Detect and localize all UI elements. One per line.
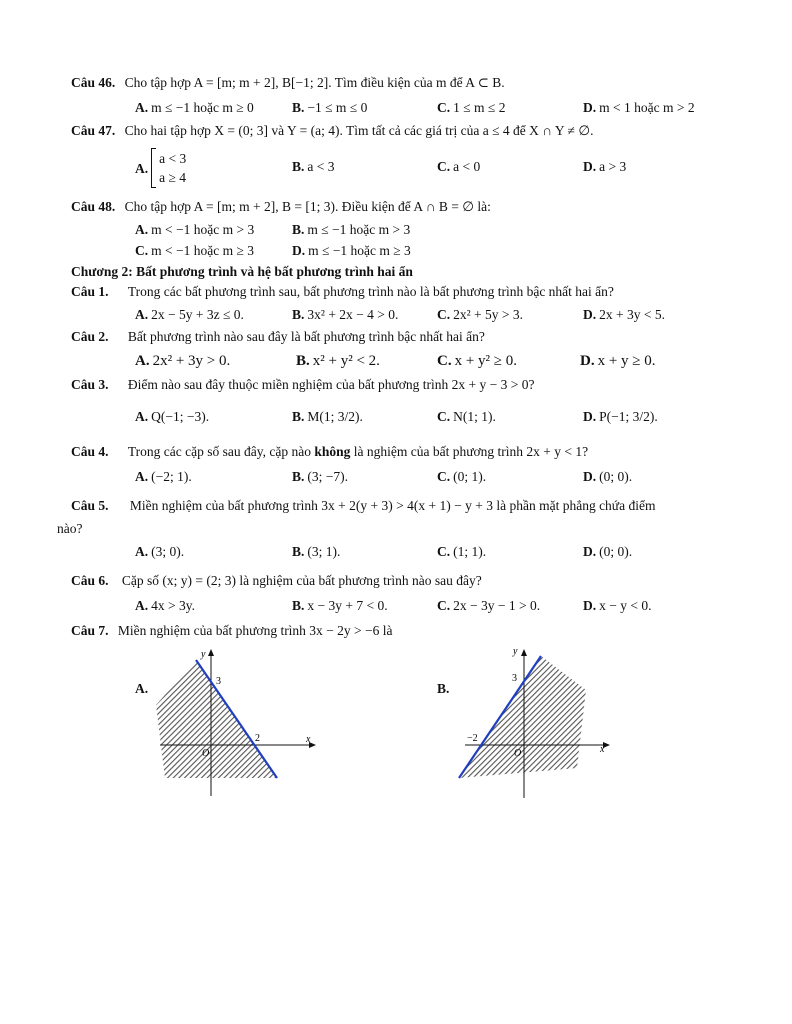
question-5 [71, 497, 656, 515]
c3-option-b[interactable]: B. M(1; 3/2). [292, 409, 363, 424]
q46-option-a[interactable]: A. m ≤ −1 hoặc m ≥ 0 [135, 100, 254, 115]
c7-option-b[interactable]: B. [437, 681, 450, 696]
c5-option-c[interactable]: C. (1; 1). [437, 544, 487, 559]
question-label: Câu 48. [71, 199, 116, 214]
question-label: Câu 2. [71, 329, 109, 344]
c3-option-d[interactable]: D. P(−1; 3/2). [583, 409, 658, 424]
question-label: Câu 46. [71, 75, 116, 90]
question-text: Bất phương trình nào sau đây là bất phương trình bậc nhất hai ẩn? [127, 329, 485, 344]
question-46 [71, 74, 505, 92]
c7-figure-b[interactable] [452, 640, 622, 805]
c2-option-a[interactable]: A. 2x² + 3y > 0. [135, 353, 231, 369]
c6-option-d[interactable]: D. x − y < 0. [583, 598, 652, 613]
c7-figure-a[interactable] [150, 640, 330, 805]
question-48 [71, 198, 491, 216]
question-5-continued: nào? [57, 521, 83, 536]
question-7 [71, 622, 393, 640]
shaded-region [459, 656, 586, 778]
c7-option-a[interactable]: A. [135, 681, 149, 696]
c4-option-a[interactable]: A. (−2; 1). [135, 469, 192, 484]
c1-option-c[interactable]: C. 2x² + 5y > 3. [437, 307, 524, 322]
q46-option-c[interactable]: C. 1 ≤ m ≤ 2 [437, 100, 506, 115]
question-6 [71, 572, 482, 590]
tick-label-3: 3 [512, 673, 517, 684]
origin-label: O [202, 748, 210, 759]
q47-option-b[interactable]: B. a < 3 [292, 159, 335, 174]
c6-option-b[interactable]: B. x − 3y + 7 < 0. [292, 598, 388, 613]
y-axis-label: y [513, 646, 518, 657]
question-text-after: là nghiệm của bất phương trình 2x + y < 1? [350, 444, 589, 459]
question-label: Câu 4. [71, 444, 109, 459]
x-axis-label: x [600, 744, 605, 755]
x-axis-label: x [306, 734, 311, 745]
question-47 [71, 122, 593, 140]
c2-option-b[interactable]: B. x² + y² < 2. [296, 353, 380, 369]
question-4 [71, 443, 588, 461]
question-label: Câu 7. [71, 623, 109, 638]
y-axis-arrow-icon [521, 649, 527, 656]
question-text: Trong các bất phương trình sau, bất phương trình nào là bất phương trình bậc nhất hai ẩn? [127, 284, 614, 299]
c1-option-a[interactable]: A. 2x − 5y + 3z ≤ 0. [135, 307, 244, 322]
q47-option-d[interactable]: D. a > 3 [583, 159, 627, 174]
q48-option-a[interactable]: A. m < −1 hoặc m > 3 [135, 222, 255, 237]
q48-option-b[interactable]: B. m ≤ −1 hoặc m > 3 [292, 222, 411, 237]
question-label: Câu 3. [71, 377, 109, 392]
question-text: Điểm nào sau đây thuộc miền nghiệm của bất phương trình 2x + y − 3 > 0? [127, 377, 535, 392]
system-bracket [151, 148, 156, 188]
c4-option-b[interactable]: B. (3; −7). [292, 469, 348, 484]
q47-option-c[interactable]: C. a < 0 [437, 159, 481, 174]
question-3 [71, 376, 534, 394]
question-label: Câu 5. [71, 498, 109, 513]
c6-option-a[interactable]: A. 4x > 3y. [135, 598, 195, 613]
tick-label-3: 3 [216, 676, 221, 687]
c1-option-b[interactable]: B. 3x² + 2x − 4 > 0. [292, 307, 399, 322]
question-text-emphasis: không [314, 444, 351, 459]
question-2 [71, 328, 485, 346]
c4-option-d[interactable]: D. (0; 0). [583, 469, 633, 484]
q48-option-d[interactable]: D. m ≤ −1 hoặc m ≥ 3 [292, 243, 411, 258]
q48-option-c[interactable]: C. m < −1 hoặc m ≥ 3 [135, 243, 254, 258]
c5-option-b[interactable]: B. (3; 1). [292, 544, 341, 559]
question-label: Câu 47. [71, 123, 116, 138]
origin-label: O [514, 748, 522, 759]
q46-option-d[interactable]: D. m < 1 hoặc m > 2 [583, 100, 695, 115]
c3-option-c[interactable]: C. N(1; 1). [437, 409, 496, 424]
tick-label-2: 2 [255, 733, 260, 744]
question-text: Cho hai tập hợp X = (0; 3] và Y = (a; 4). Tìm tất cả các giá trị của a ≤ 4 để X ∩ Y ≠ ∅. [124, 123, 594, 138]
q46-option-b[interactable]: B. −1 ≤ m ≤ 0 [292, 100, 368, 115]
c2-option-d[interactable]: D. x + y ≥ 0. [580, 353, 656, 369]
question-text: Cho tập hợp A = [m; m + 2], B[−1; 2]. Tìm điều kiện của m để A ⊂ B. [124, 75, 505, 90]
c6-option-c[interactable]: C. 2x − 3y − 1 > 0. [437, 598, 541, 613]
y-axis-label: y [201, 649, 206, 660]
question-1 [71, 283, 614, 301]
c4-option-c[interactable]: C. (0; 1). [437, 469, 487, 484]
question-text: Cặp số (x; y) = (2; 3) là nghiệm của bất phương trình nào sau đây? [121, 573, 482, 588]
question-label: Câu 6. [71, 573, 109, 588]
c5-option-a[interactable]: A. (3; 0). [135, 544, 185, 559]
question-text-before: Trong các cặp số sau đây, cặp nào [127, 444, 315, 459]
c1-option-d[interactable]: D. 2x + 3y < 5. [583, 307, 665, 322]
y-axis-arrow-icon [208, 649, 214, 656]
question-label: Câu 1. [71, 284, 109, 299]
option-system: a < 3 a ≥ 4 [159, 151, 187, 185]
tick-label-neg2: −2 [467, 733, 478, 744]
chapter-heading: Chương 2: Bất phương trình và hệ bất phương trình hai ẩn [71, 264, 413, 279]
c2-option-c[interactable]: C. x + y² ≥ 0. [437, 353, 518, 369]
c5-option-d[interactable]: D. (0; 0). [583, 544, 633, 559]
question-text: Miền nghiệm của bất phương trình 3x − 2y > −6 là [117, 623, 393, 638]
q47-option-a[interactable]: A. a < 3 a ≥ 4 [135, 148, 186, 188]
question-text: Miền nghiệm của bất phương trình 3x + 2(y + 3) > 4(x + 1) − y + 3 là phần mặt phẳng chứa điểm [129, 498, 656, 513]
c3-option-a[interactable]: A. Q(−1; −3). [135, 409, 210, 424]
question-text: Cho tập hợp A = [m; m + 2], B = [1; 3). Điều kiện để A ∩ B = ∅ là: [124, 199, 491, 214]
